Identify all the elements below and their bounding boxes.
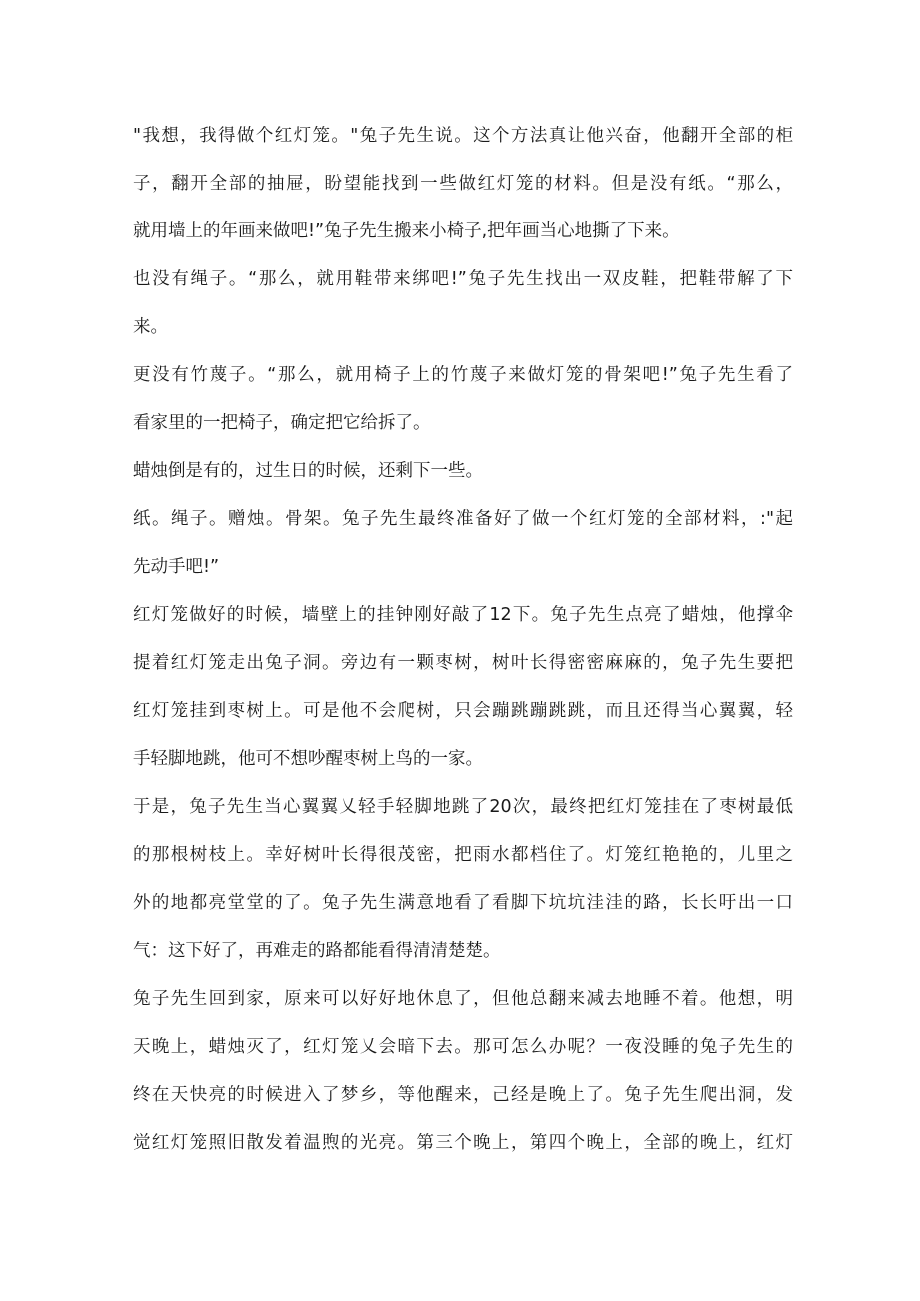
text-line: 终在天快亮的时候进入了梦乡，等他醒来，己经是晚上了。兔子先生爬出洞，发	[133, 1085, 793, 1105]
text-line: 兔子先生回到家，原来可以好好地休息了，但他总翻来减去地睡不着。他想，明	[133, 989, 793, 1009]
text-line: 外的地都亮堂堂的了。兔子先生满意地看了看脚下坑坑洼洼的路，长长吁出一口	[133, 893, 793, 913]
text-line: 看家里的一把椅子，确定把它给拆了。	[133, 413, 431, 433]
text-line: 先动手吧!”	[133, 557, 220, 577]
text-line: "我想，我得做个红灯笼。"兔子先生说。这个方法真让他兴奋，他翻开全部的柜	[133, 126, 793, 146]
text-line: 来。	[133, 317, 168, 337]
text-line: 蜡烛倒是有的，过生日的时候，还剩下一些。	[133, 461, 483, 481]
text-line: 手轻脚地跳，他可不想吵醒枣树上鸟的一家。	[133, 749, 483, 769]
text-line: 红灯笼做好的时候，墙壁上的挂钟刚好敲了12下。兔子先生点亮了蜡烛，他撑伞	[133, 605, 793, 625]
text-line: 气：这下好了，再难走的路都能看得清清楚楚。	[133, 941, 501, 961]
text-line: 天晚上，蜡烛灭了，红灯笼乂会暗下去。那可怎么办呢？一夜没睡的兔子先生的	[133, 1037, 793, 1057]
text-line: 于是，兔子先生当心翼翼乂轻手轻脚地跳了20次，最终把红灯笼挂在了枣树最低	[133, 797, 793, 817]
text-line: 红灯笼挂到枣树上。可是他不会爬树，只会蹦跳蹦跳跳，而且还得当心翼翼，轻	[133, 701, 793, 721]
text-line: 更没有竹蔑子。“那么，就用椅子上的竹蔑子来做灯笼的骨架吧!”兔子先生看了	[133, 365, 793, 385]
text-line: 提着红灯笼走出兔子洞。旁边有一颗枣树，树叶长得密密麻麻的，兔子先生要把	[133, 653, 793, 673]
text-line: 纸。绳子。赠烛。骨架。兔子先生最终准备好了做一个红灯笼的全部材料，:"起	[133, 509, 793, 529]
text-line: 子，翻开全部的抽屉，盼望能找到一些做红灯笼的材料。但是没有纸。“那么，	[133, 174, 793, 194]
text-line: 的那根树枝上。幸好树叶长得很茂密，把雨水都档住了。灯笼红艳艳的，儿里之	[133, 845, 793, 865]
text-line: 就用墙上的年画来做吧!”兔子先生搬来小椅子,把年画当心地撕了下来。	[133, 221, 680, 241]
text-line: 也没有绳子。“那么，就用鞋带来绑吧!”兔子先生找出一双皮鞋，把鞋带解了下	[133, 269, 793, 289]
text-line: 觉红灯笼照旧散发着温煦的光亮。第三个晚上，第四个晚上，全部的晚上，红灯	[133, 1133, 793, 1153]
